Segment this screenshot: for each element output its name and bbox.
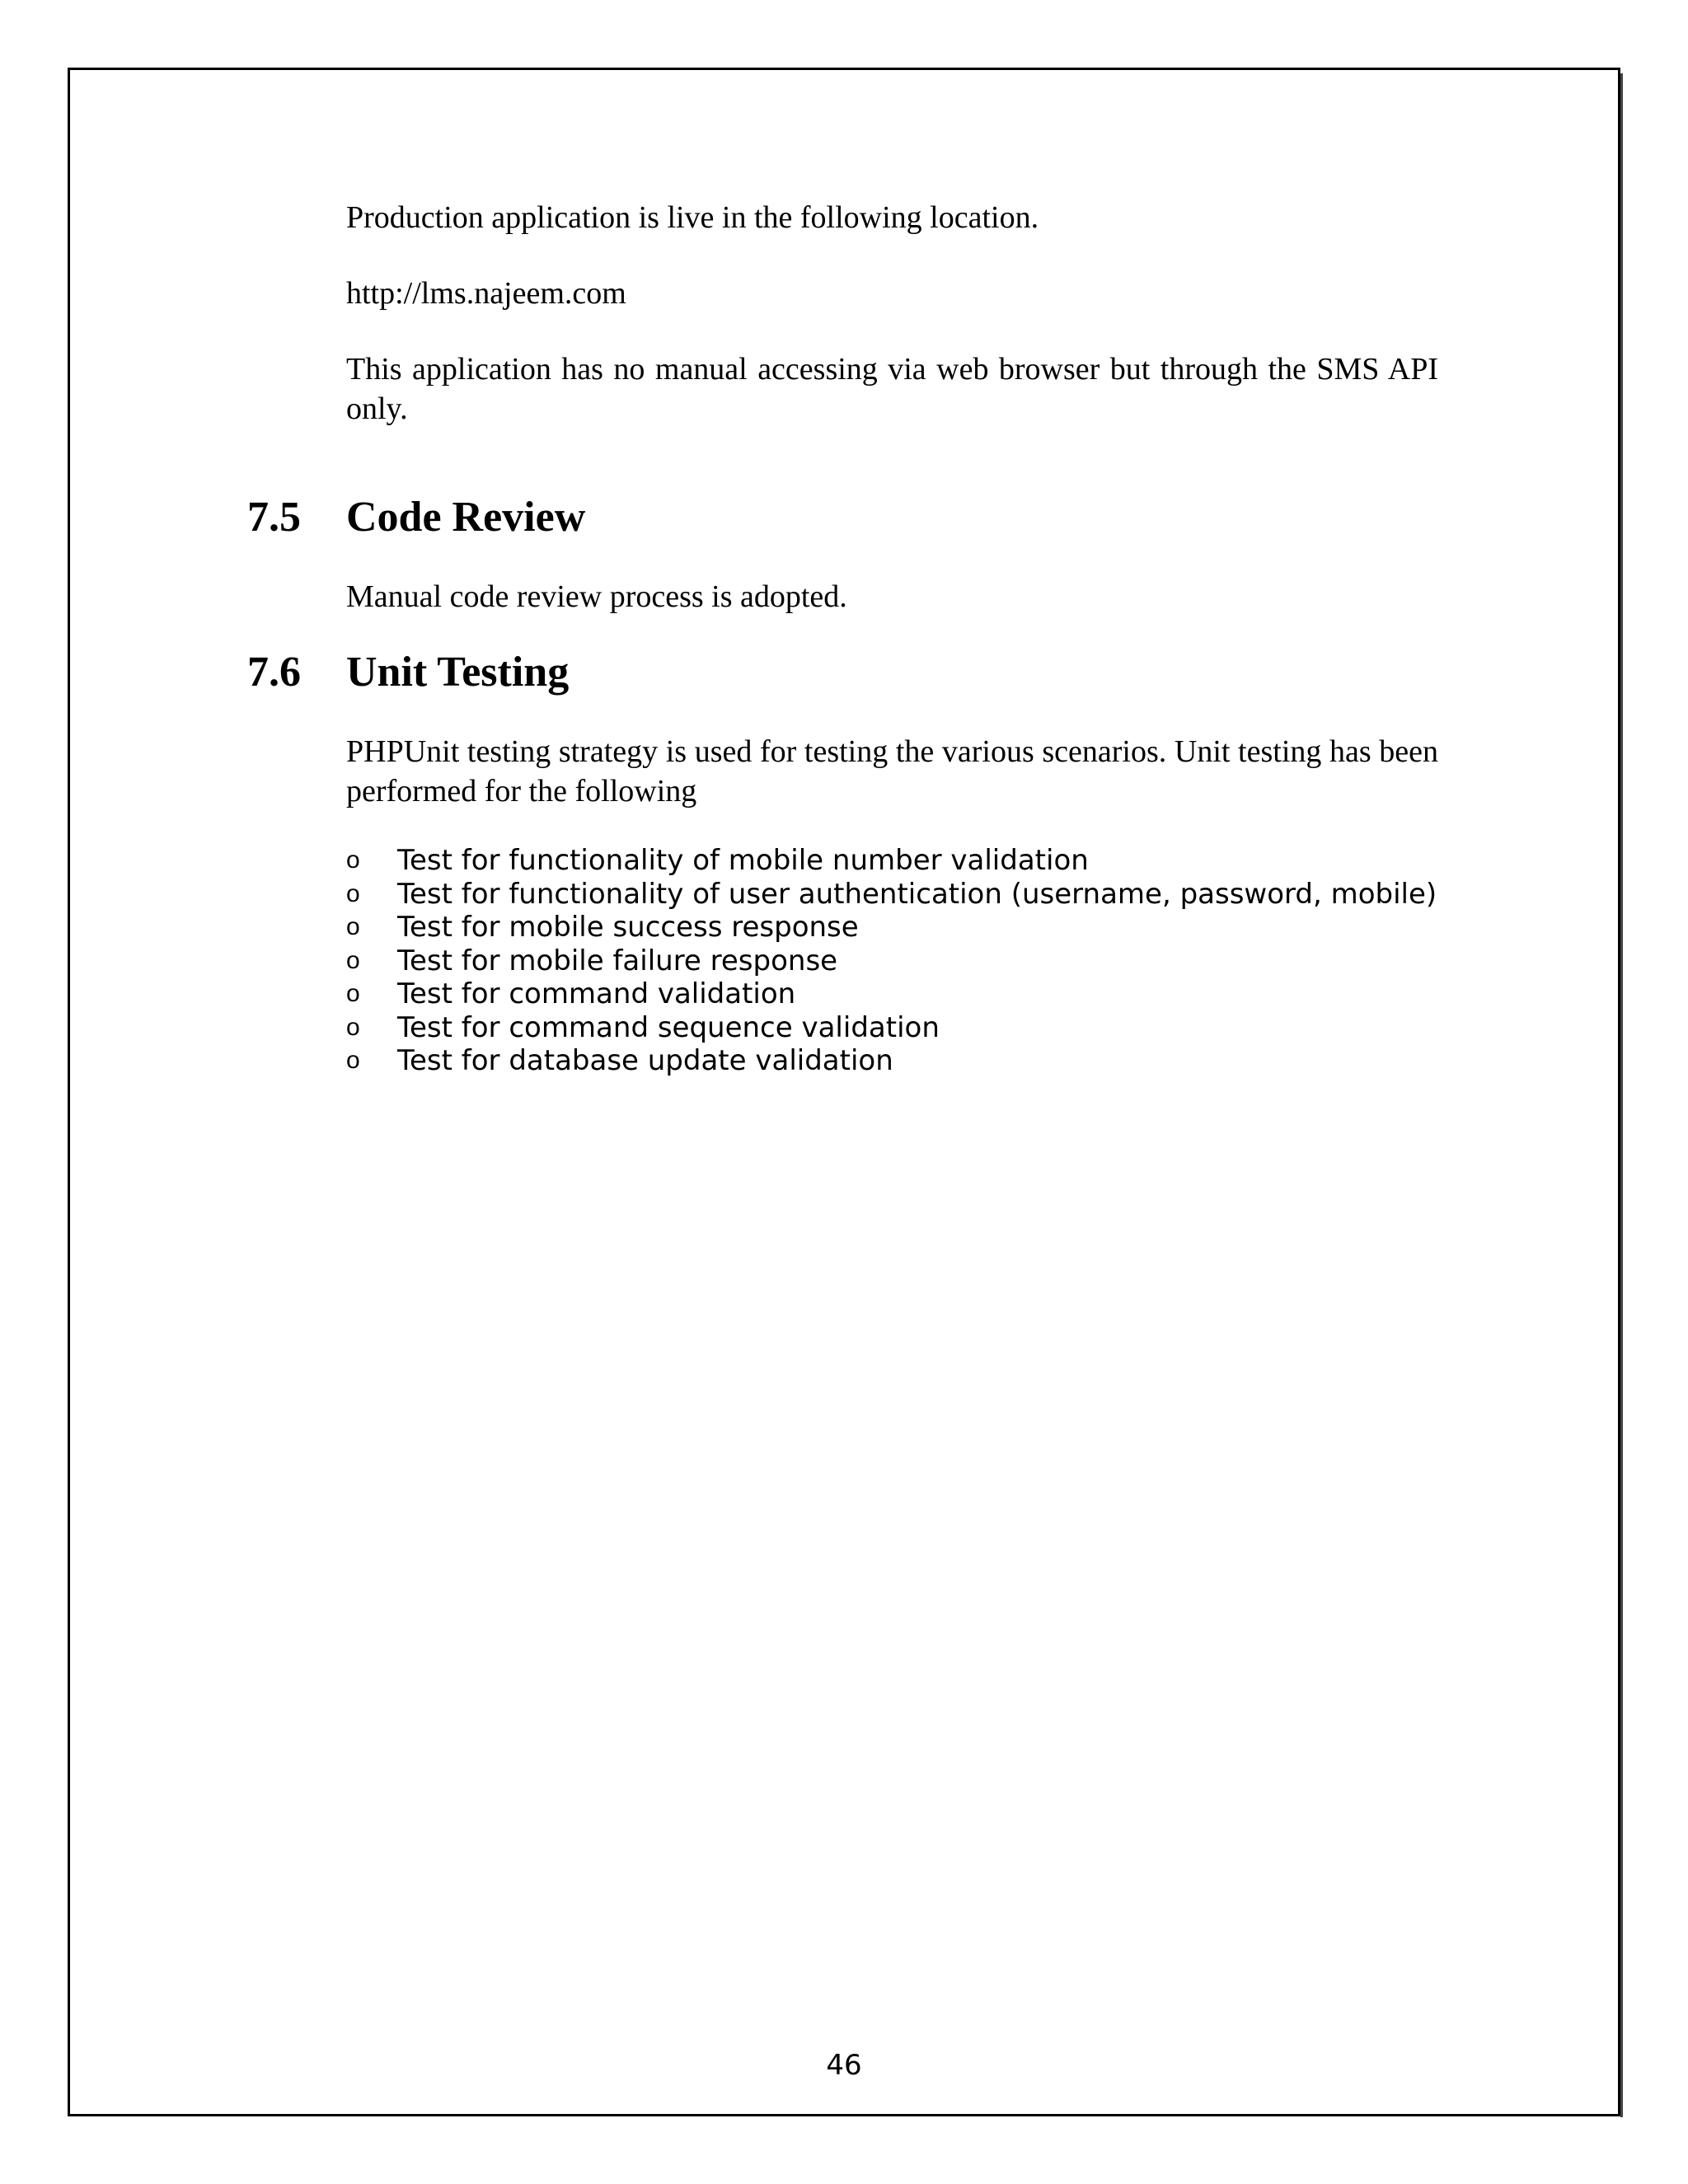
list-item-text: Test for mobile failure response [397,944,838,977]
list-item-text: Test for command sequence validation [397,1010,940,1044]
list-item [346,844,1437,878]
list-item [346,977,1437,1011]
access-note-paragraph: This application has no manual accessing via web browser but through the SMS API only. [346,352,1438,426]
list-item [346,878,1437,912]
production-location-text: Production application is live in the following location. [346,200,1039,235]
section-heading-unit-testing [247,648,1438,697]
list-item [346,1044,1437,1078]
bullet-icon: o [346,879,360,907]
section-title: Code Review [346,494,586,541]
production-url: http://lms.najeem.com [346,276,626,311]
list-item [346,944,1437,978]
list-item-text: Test for database update validation [397,1044,893,1077]
list-item [346,1011,1437,1045]
section-number: 7.6 [247,649,301,696]
list-item-text: Test for mobile success response [397,911,859,944]
list-item-text: Test for functionality of mobile number validation [397,844,1089,877]
section-heading-code-review [247,493,1438,542]
bullet-icon: o [346,1013,360,1041]
page-number: 46 [826,2049,862,2082]
list-item [346,911,1437,944]
section-title: Unit Testing [346,649,570,696]
code-review-body: Manual code review process is adopted. [346,579,847,614]
unit-testing-body: PHPUnit testing strategy is used for testing the various scenarios. Unit testing has been performed for the following [346,734,1438,808]
bullet-icon: o [346,946,360,974]
list-item-text: Test for command validation [397,977,796,1010]
test-item-list [346,844,1437,1078]
bullet-icon: o [346,980,360,1007]
list-item-text: Test for functionality of user authentication (username, password, mobile) [397,877,1437,911]
section-number: 7.5 [247,494,301,541]
bullet-icon: o [346,1047,360,1074]
bullet-icon: o [346,913,360,940]
bullet-icon: o [346,846,360,874]
